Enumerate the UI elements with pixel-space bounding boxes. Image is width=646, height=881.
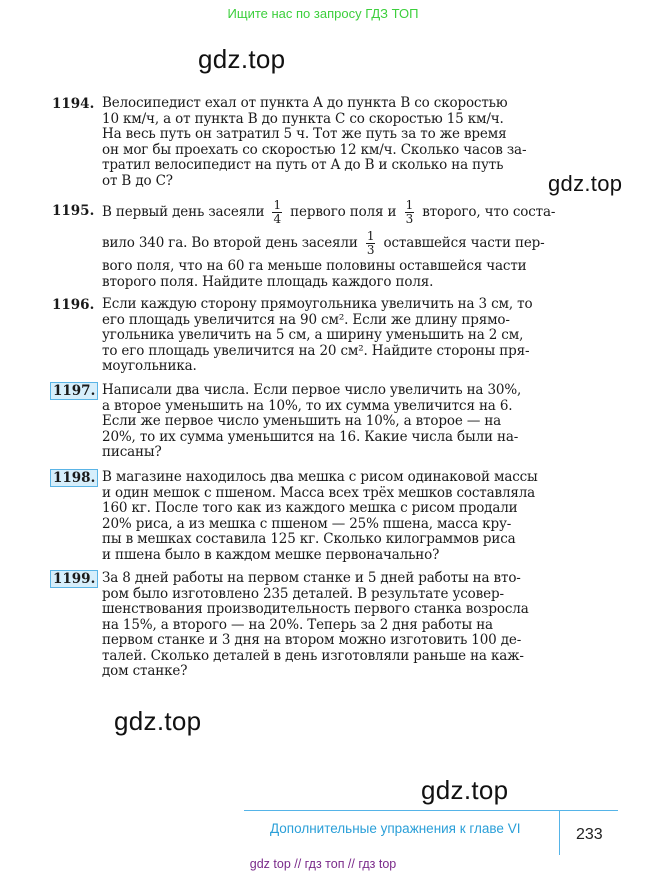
text-segment: первого поля и xyxy=(290,204,397,220)
problem-number: 1198. xyxy=(50,469,98,487)
problem-number: 1194. xyxy=(52,96,95,112)
text-segment: вило 340 га. Во второй день засеяли xyxy=(102,235,358,251)
fraction-numerator: 1 xyxy=(366,229,375,243)
problem-text-line: 160 кг. После того как из каждого мешка с рисом продали xyxy=(102,500,518,516)
problem-text-line: ром было изготовлено 235 деталей. В результате усовер- xyxy=(102,585,504,602)
problem-text-line: На весь путь он затратил 5 ч. Тот же путь за то же время xyxy=(102,126,507,142)
fraction-numerator: 1 xyxy=(273,198,281,212)
problem-1194 xyxy=(52,96,562,189)
problem-1197 xyxy=(52,383,562,461)
problem-number: 1195. xyxy=(52,203,95,219)
watermark-3: gdz.top xyxy=(114,706,202,736)
problem-text-line: 10 км/ч, а от пункта B до пункта C со скоростью 15 км/ч. xyxy=(102,110,504,127)
fraction xyxy=(272,199,282,226)
problem-1195 xyxy=(52,197,562,290)
problem-text-line: За 8 дней работы на первом станке и 5 дней работы на вто- xyxy=(102,570,521,586)
problem-text-line: В магазине находилось два мешка с рисом одинаковой массы xyxy=(102,469,538,485)
problem-1196 xyxy=(52,297,562,375)
problem-text-line xyxy=(102,197,562,227)
problem-text-line: и пшена было в каждом мешке первоначально? xyxy=(102,546,440,563)
problem-text-line: тратил велосипедист на путь от A до B и сколько на путь xyxy=(102,157,504,173)
footer-divider xyxy=(244,810,560,811)
problem-text-line: моугольника. xyxy=(102,358,197,374)
problem-1198 xyxy=(52,470,562,563)
problem-text-line: угольника увеличить на 5 см, а ширину уменьшить на 2 см, xyxy=(102,327,524,343)
chapter-label: Дополнительные упражнения к главе VI xyxy=(270,821,521,836)
problem-text-line: пы в мешках составила 125 кг. Сколько килограммов риса xyxy=(102,531,516,547)
page-number: 233 xyxy=(576,826,603,843)
watermark-4: gdz.top xyxy=(421,775,509,805)
problem-text-line: и один мешок с пшеном. Масса всех трёх мешков составляла xyxy=(102,484,536,501)
problem-text-line: Написали два числа. Если первое число увеличить на 30%, xyxy=(102,382,522,398)
problem-text-line: его площадь увеличится на 90 см². Если же длину прямо- xyxy=(102,311,510,328)
bottom-links[interactable]: gdz top // гдз топ // гдз top xyxy=(249,857,397,871)
problem-text-line: Если каждую сторону прямоугольника увеличить на 3 см, то xyxy=(102,296,533,312)
problem-text-line: второго поля. Найдите площадь каждого поля. xyxy=(102,273,434,290)
problem-text-line: Велосипедист ехал от пункта A до пункта B со скоростью xyxy=(102,95,508,111)
problem-text-line: писаны? xyxy=(102,444,162,460)
fraction-denominator: 3 xyxy=(405,212,414,226)
problem-text-line: на 15%, а второго — на 20%. Теперь за 2 дня работы на xyxy=(102,616,493,633)
fraction xyxy=(405,199,415,226)
problem-text-line: Если же первое число уменьшить на 10%, а второе — на xyxy=(102,413,502,429)
problem-text-line: 20% риса, а из мешка с пшеном — 25% пшена, масса кру- xyxy=(102,515,512,532)
fraction-denominator: 4 xyxy=(273,212,281,226)
fraction-denominator: 3 xyxy=(366,243,375,257)
problem-text-line: он мог бы проехать со скоростью 12 км/ч. Сколько часов за- xyxy=(102,141,527,158)
text-segment: второго, что соста- xyxy=(422,204,556,220)
problem-text-line: а второе уменьшить на 10%, то их сумма увеличится на 6. xyxy=(102,397,513,414)
problem-text-line xyxy=(102,227,562,259)
problem-text-line: талей. Сколько деталей в день изготовляли раньше на каж- xyxy=(102,647,524,664)
problem-text-line: 20%, то их сумма уменьшится на 16. Какие числа были на- xyxy=(102,428,519,445)
fraction-numerator: 1 xyxy=(405,198,414,212)
problem-text-line: вого поля, что на 60 га меньше половины оставшейся части xyxy=(102,258,527,274)
problem-text-line: первом станке и 3 дня на втором можно изготовить 100 де- xyxy=(102,632,522,648)
problem-text-line: то его площадь увеличится на 20 см². Найдите стороны пря- xyxy=(102,342,530,359)
fraction xyxy=(366,230,376,257)
text-segment: В первый день засеяли xyxy=(102,204,265,220)
watermark-2: gdz.top xyxy=(548,171,623,196)
problem-text-line: от B до C? xyxy=(102,172,173,189)
watermark-1: gdz.top xyxy=(198,44,286,74)
problem-number: 1197. xyxy=(50,382,98,400)
problem-text-line: дом станке? xyxy=(102,663,188,679)
search-hint[interactable]: Ищите нас по запросу ГДЗ ТОП xyxy=(227,6,419,21)
problem-1199 xyxy=(52,571,562,680)
problem-number: 1196. xyxy=(52,297,95,313)
text-segment: оставшейся части пер- xyxy=(383,235,545,251)
problem-number: 1199. xyxy=(50,570,98,588)
problem-text-line: шенствования производительность первого станка возросла xyxy=(102,601,529,617)
